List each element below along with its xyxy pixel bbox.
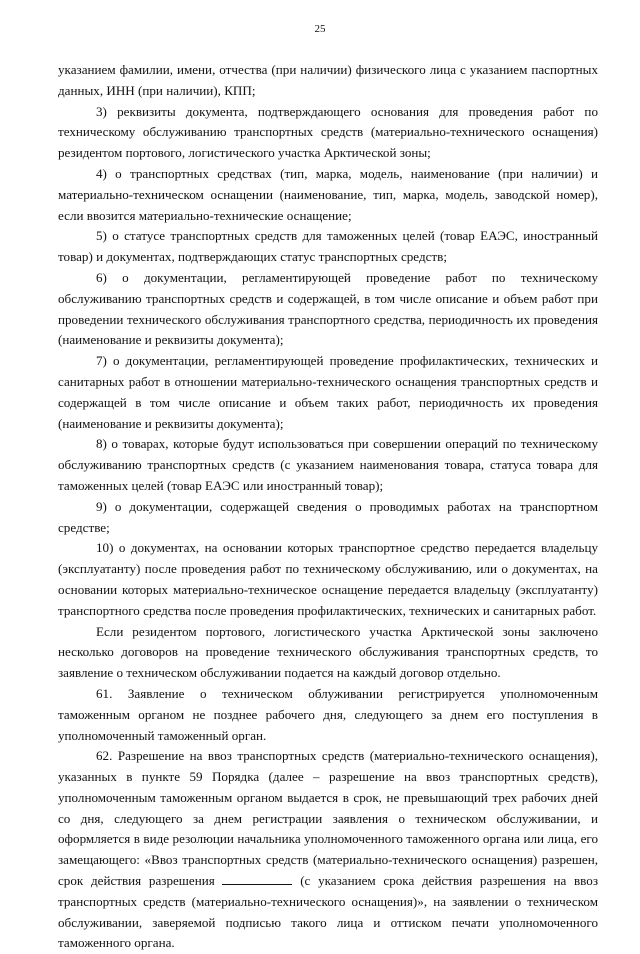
page-number: 25 xyxy=(314,23,326,35)
blank-line xyxy=(222,873,292,885)
paragraph-item-9: 9) о документации, содержащей сведения о проводимых работах на транспортном средстве; xyxy=(58,498,598,535)
paragraph-61: 61. Заявление о техническом облуживании регистрируется уполномоченным таможенным органом не позднее рабочего дня, следующего за днем его поступления в уполномоченный таможенный орган. xyxy=(58,685,598,743)
paragraph-item-6: 6) о документации, регламентирующей проведение работ по техническому обслуживанию транспортных средств и содержащей, в том числе описание и объем работ при проведении технического обслуживания транспортного средства, периодичность их проведения (наименование и реквизиты документа); xyxy=(58,269,598,348)
paragraph-62 xyxy=(58,746,598,954)
paragraph-item-3: 3) реквизиты документа, подтверждающего основания для проведения работ по техническому обслуживанию транспортных средств (материально-технического оснащения) резидентом портового, логистического участка Арктической зоны; xyxy=(58,103,598,161)
paragraph-62-part2: (с указанием срока действия разрешения на ввоз транспортных средств (материально-технического оснащения)», на заявлении о техническом обслуживании, заверяемой подписью такого лица и оттиском печати уполномоченного таможенного органа. xyxy=(58,873,598,951)
paragraph-item-7: 7) о документации, регламентирующей проведение профилактических, технических и санитарных работ в отношении материально-технического оснащения транспортных средств и содержащей в том числе описание и объем таких работ, периодичность их проведения (наименование и реквизиты документа); xyxy=(58,353,598,431)
paragraph-item-8: 8) о товарах, которые будут использоваться при совершении операций по техническому обслуживанию транспортных средств (с указанием наименования товара, статуса товара для таможенных целей (товар ЕАЭС или иностранный товар); xyxy=(58,436,598,493)
paragraph-62-part1: 62. Разрешение на ввоз транспортных средств (материально-технического оснащения), указанных в пункте 59 Порядка (далее – разрешение на ввоз транспортных средств), уполномоченным таможенным органом выдается в срок, не превышающий трех рабочих дней со дня, следующего за днем регистрации заявления о техническом обслуживании, и оформляется в виде резолюции начальника уполномоченного таможенного органа или лица, его замещающего: «Ввоз транспортных средств (материально-технического оснащения) разрешен, срок действия разрешения xyxy=(58,748,598,889)
paragraph-item-5: 5) о статусе транспортных средств для таможенных целей (товар ЕАЭС, иностранный товар) и документах, подтверждающих статус транспортных средств; xyxy=(58,228,598,265)
paragraph-item-10: 10) о документах, на основании которых транспортное средство передается владельцу (эксплуатанту) после проведения работ по техническому обслуживанию, или о документах, на основании которых материально-техническое оснащение передается владельцу (эксплуатанту) транспортного средства после проведения профилактических, технических и санитарных работ. xyxy=(58,540,598,618)
paragraph-multiple-contracts: Если резидентом портового, логистического участка Арктической зоны заключено несколько договоров на проведение технического обслуживания транспортных средств, то заявление о техническом обслуживании подается на каждый договор отдельно. xyxy=(58,623,598,681)
paragraph-item-4: 4) о транспортных средствах (тип, марка, модель, наименование (при наличии) и материально-техническом оснащении (наименование, тип, марка, модель, заводской номер), если ввозится материально-технические оснащение; xyxy=(58,165,598,223)
paragraph-continuation: указанием фамилии, имени, отчества (при наличии) физического лица с указанием паспортных данных, ИНН (при наличии), КПП; xyxy=(58,62,598,98)
document-body xyxy=(58,60,598,954)
